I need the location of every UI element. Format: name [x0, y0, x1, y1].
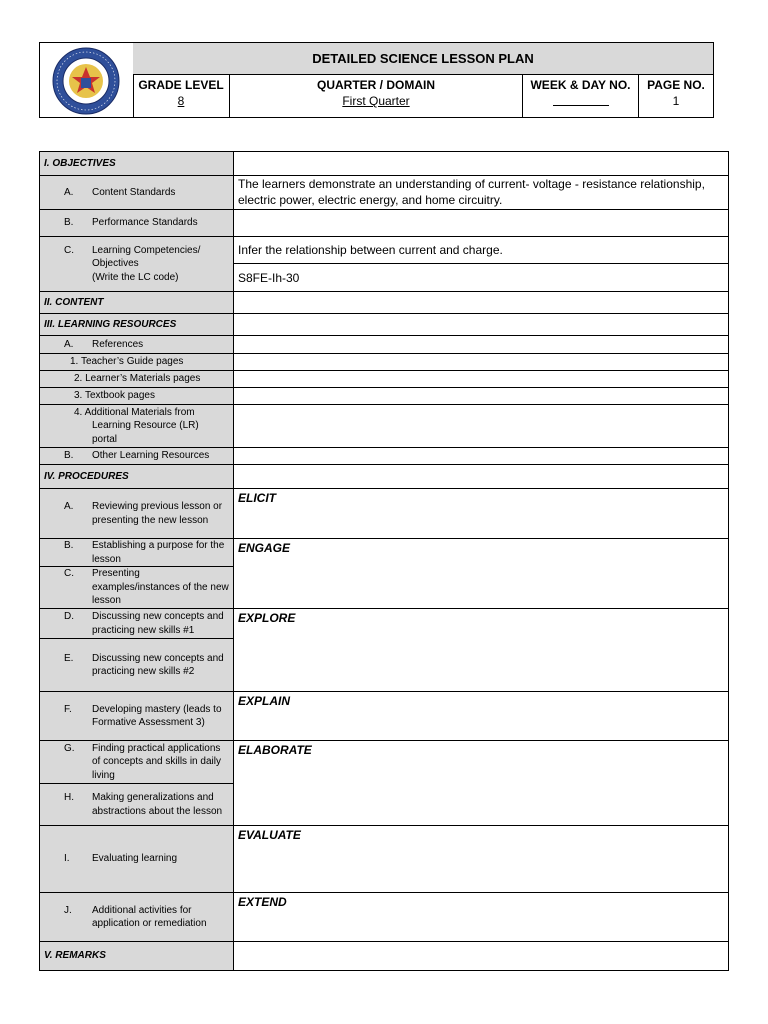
developing-mastery-label: Developing mastery (leads to Formative Assessment 3): [92, 703, 222, 728]
engage-phase[interactable]: ENGAGE: [234, 539, 729, 609]
explain-phase[interactable]: EXPLAIN: [234, 692, 729, 741]
quarter-domain-label: QUARTER / DOMAIN: [317, 78, 435, 92]
teachers-guide-value[interactable]: [234, 354, 729, 371]
remarks-value[interactable]: [234, 942, 729, 971]
table-row: [40, 942, 729, 971]
evaluate-phase[interactable]: EVALUATE: [234, 826, 729, 893]
table-row: [40, 826, 729, 893]
teachers-guide-label: 1. Teacher’s Guide pages: [70, 356, 184, 368]
other-resources-value[interactable]: [234, 448, 729, 465]
item-number: A.: [64, 186, 74, 198]
learning-competencies-label: Learning Competencies/: [92, 244, 201, 256]
grade-level-cell: [133, 75, 230, 117]
objectives-value[interactable]: [234, 152, 729, 176]
additional-activities-label: Additional activities for application or remediation: [92, 904, 207, 929]
page-no-cell: [639, 75, 713, 117]
item-number: F.: [64, 703, 72, 715]
table-row: [40, 405, 729, 448]
table-row: [40, 210, 729, 237]
item-number: C.: [64, 568, 74, 580]
section-content: II. CONTENT: [40, 292, 234, 314]
table-row: [40, 609, 729, 639]
table-row: [40, 465, 729, 489]
item-number: A.: [64, 501, 74, 512]
table-row: [40, 388, 729, 405]
section-objectives: I. OBJECTIVES: [40, 152, 234, 176]
logo-cell: [40, 43, 134, 117]
item-number: C.: [64, 244, 74, 256]
week-day-label: WEEK & DAY NO.: [530, 78, 631, 92]
lc-code-value[interactable]: S8FE-Ih-30: [234, 264, 729, 292]
item-number: H.: [64, 792, 74, 803]
item-number: G.: [64, 742, 75, 754]
table-row: [40, 893, 729, 942]
deped-seal-icon: [40, 43, 133, 117]
table-row: [40, 354, 729, 371]
elicit-phase[interactable]: ELICIT: [234, 489, 729, 539]
quarter-domain-cell: [230, 75, 523, 117]
discussing-skills-2-label: Discussing new concepts and practicing new skills #2: [92, 652, 224, 677]
grade-level-value: 8: [177, 94, 185, 108]
table-row: [40, 371, 729, 388]
learners-materials-value[interactable]: [234, 371, 729, 388]
item-number: B.: [64, 540, 74, 551]
content-value[interactable]: [234, 292, 729, 314]
quarter-domain-value: First Quarter: [342, 94, 410, 108]
table-row: [40, 489, 729, 539]
elaborate-phase[interactable]: ELABORATE: [234, 741, 729, 826]
objectives-label: Objectives: [92, 258, 139, 270]
lc-code-label: (Write the LC code): [92, 271, 179, 283]
performance-standards-value[interactable]: [234, 210, 729, 237]
item-number: B.: [64, 450, 74, 462]
week-day-cell: [523, 75, 639, 117]
content-standards-label: Content Standards: [92, 186, 176, 198]
lesson-plan-header: [39, 42, 714, 118]
table-row: [40, 539, 729, 567]
other-resources-label: Other Learning Resources: [92, 450, 210, 462]
evaluating-learning-label: Evaluating learning: [92, 853, 178, 865]
item-number: A.: [64, 338, 74, 350]
additional-materials-value[interactable]: [234, 405, 729, 448]
section-procedures: IV. PROCEDURES: [40, 465, 234, 489]
week-day-blank[interactable]: [553, 93, 609, 106]
item-number: B.: [64, 217, 74, 229]
extend-phase[interactable]: EXTEND: [234, 893, 729, 942]
item-number: D.: [64, 611, 74, 622]
additional-materials-label: 4. Additional Materials from Learning Resource (LR) portal: [74, 406, 199, 445]
lesson-plan-table: [39, 151, 729, 971]
learners-materials-label: 2. Learner’s Materials pages: [74, 373, 201, 385]
learning-competencies-value[interactable]: Infer the relationship between current and charge.: [234, 237, 729, 264]
grade-level-label: GRADE LEVEL: [138, 78, 224, 92]
table-row: [40, 692, 729, 741]
table-row: [40, 237, 729, 264]
table-row: [40, 176, 729, 210]
document-title: DETAILED SCIENCE LESSON PLAN: [133, 43, 713, 75]
item-number: J.: [64, 904, 72, 916]
page-no-label: PAGE NO.: [647, 78, 705, 92]
performance-standards-label: Performance Standards: [92, 217, 198, 229]
presenting-examples-label: Presenting examples/instances of the new lesson: [92, 568, 229, 607]
table-row: [40, 336, 729, 354]
generalizations-label: Making generalizations and abstractions about the lesson: [92, 792, 223, 817]
item-number: E.: [64, 652, 74, 664]
textbook-pages-value[interactable]: [234, 388, 729, 405]
discussing-skills-1-label: Discussing new concepts and practicing new skills #1: [92, 611, 224, 636]
section-learning-resources: III. LEARNING RESOURCES: [40, 314, 234, 336]
content-standards-value[interactable]: The learners demonstrate an understanding of current- voltage - resistance relationship, electric power, electric energy, and home circuitry.: [234, 176, 729, 210]
reviewing-lesson-label: Reviewing previous lesson or presenting the new lesson: [92, 501, 223, 526]
explore-phase[interactable]: EXPLORE: [234, 609, 729, 692]
procedures-value[interactable]: [234, 465, 729, 489]
table-row: [40, 741, 729, 784]
establishing-purpose-label: Establishing a purpose for the lesson: [92, 540, 225, 565]
table-row: [40, 314, 729, 336]
practical-applications-label: Finding practical applications of concepts and skills in daily living: [92, 742, 221, 781]
item-number: I.: [64, 853, 70, 865]
table-row: [40, 292, 729, 314]
table-row: [40, 152, 729, 176]
section-remarks: V. REMARKS: [40, 942, 234, 971]
references-value[interactable]: [234, 336, 729, 354]
textbook-pages-label: 3. Textbook pages: [74, 390, 155, 402]
table-row: [40, 448, 729, 465]
learning-resources-value[interactable]: [234, 314, 729, 336]
references-label: References: [92, 338, 144, 350]
page-no-value: 1: [672, 94, 680, 108]
